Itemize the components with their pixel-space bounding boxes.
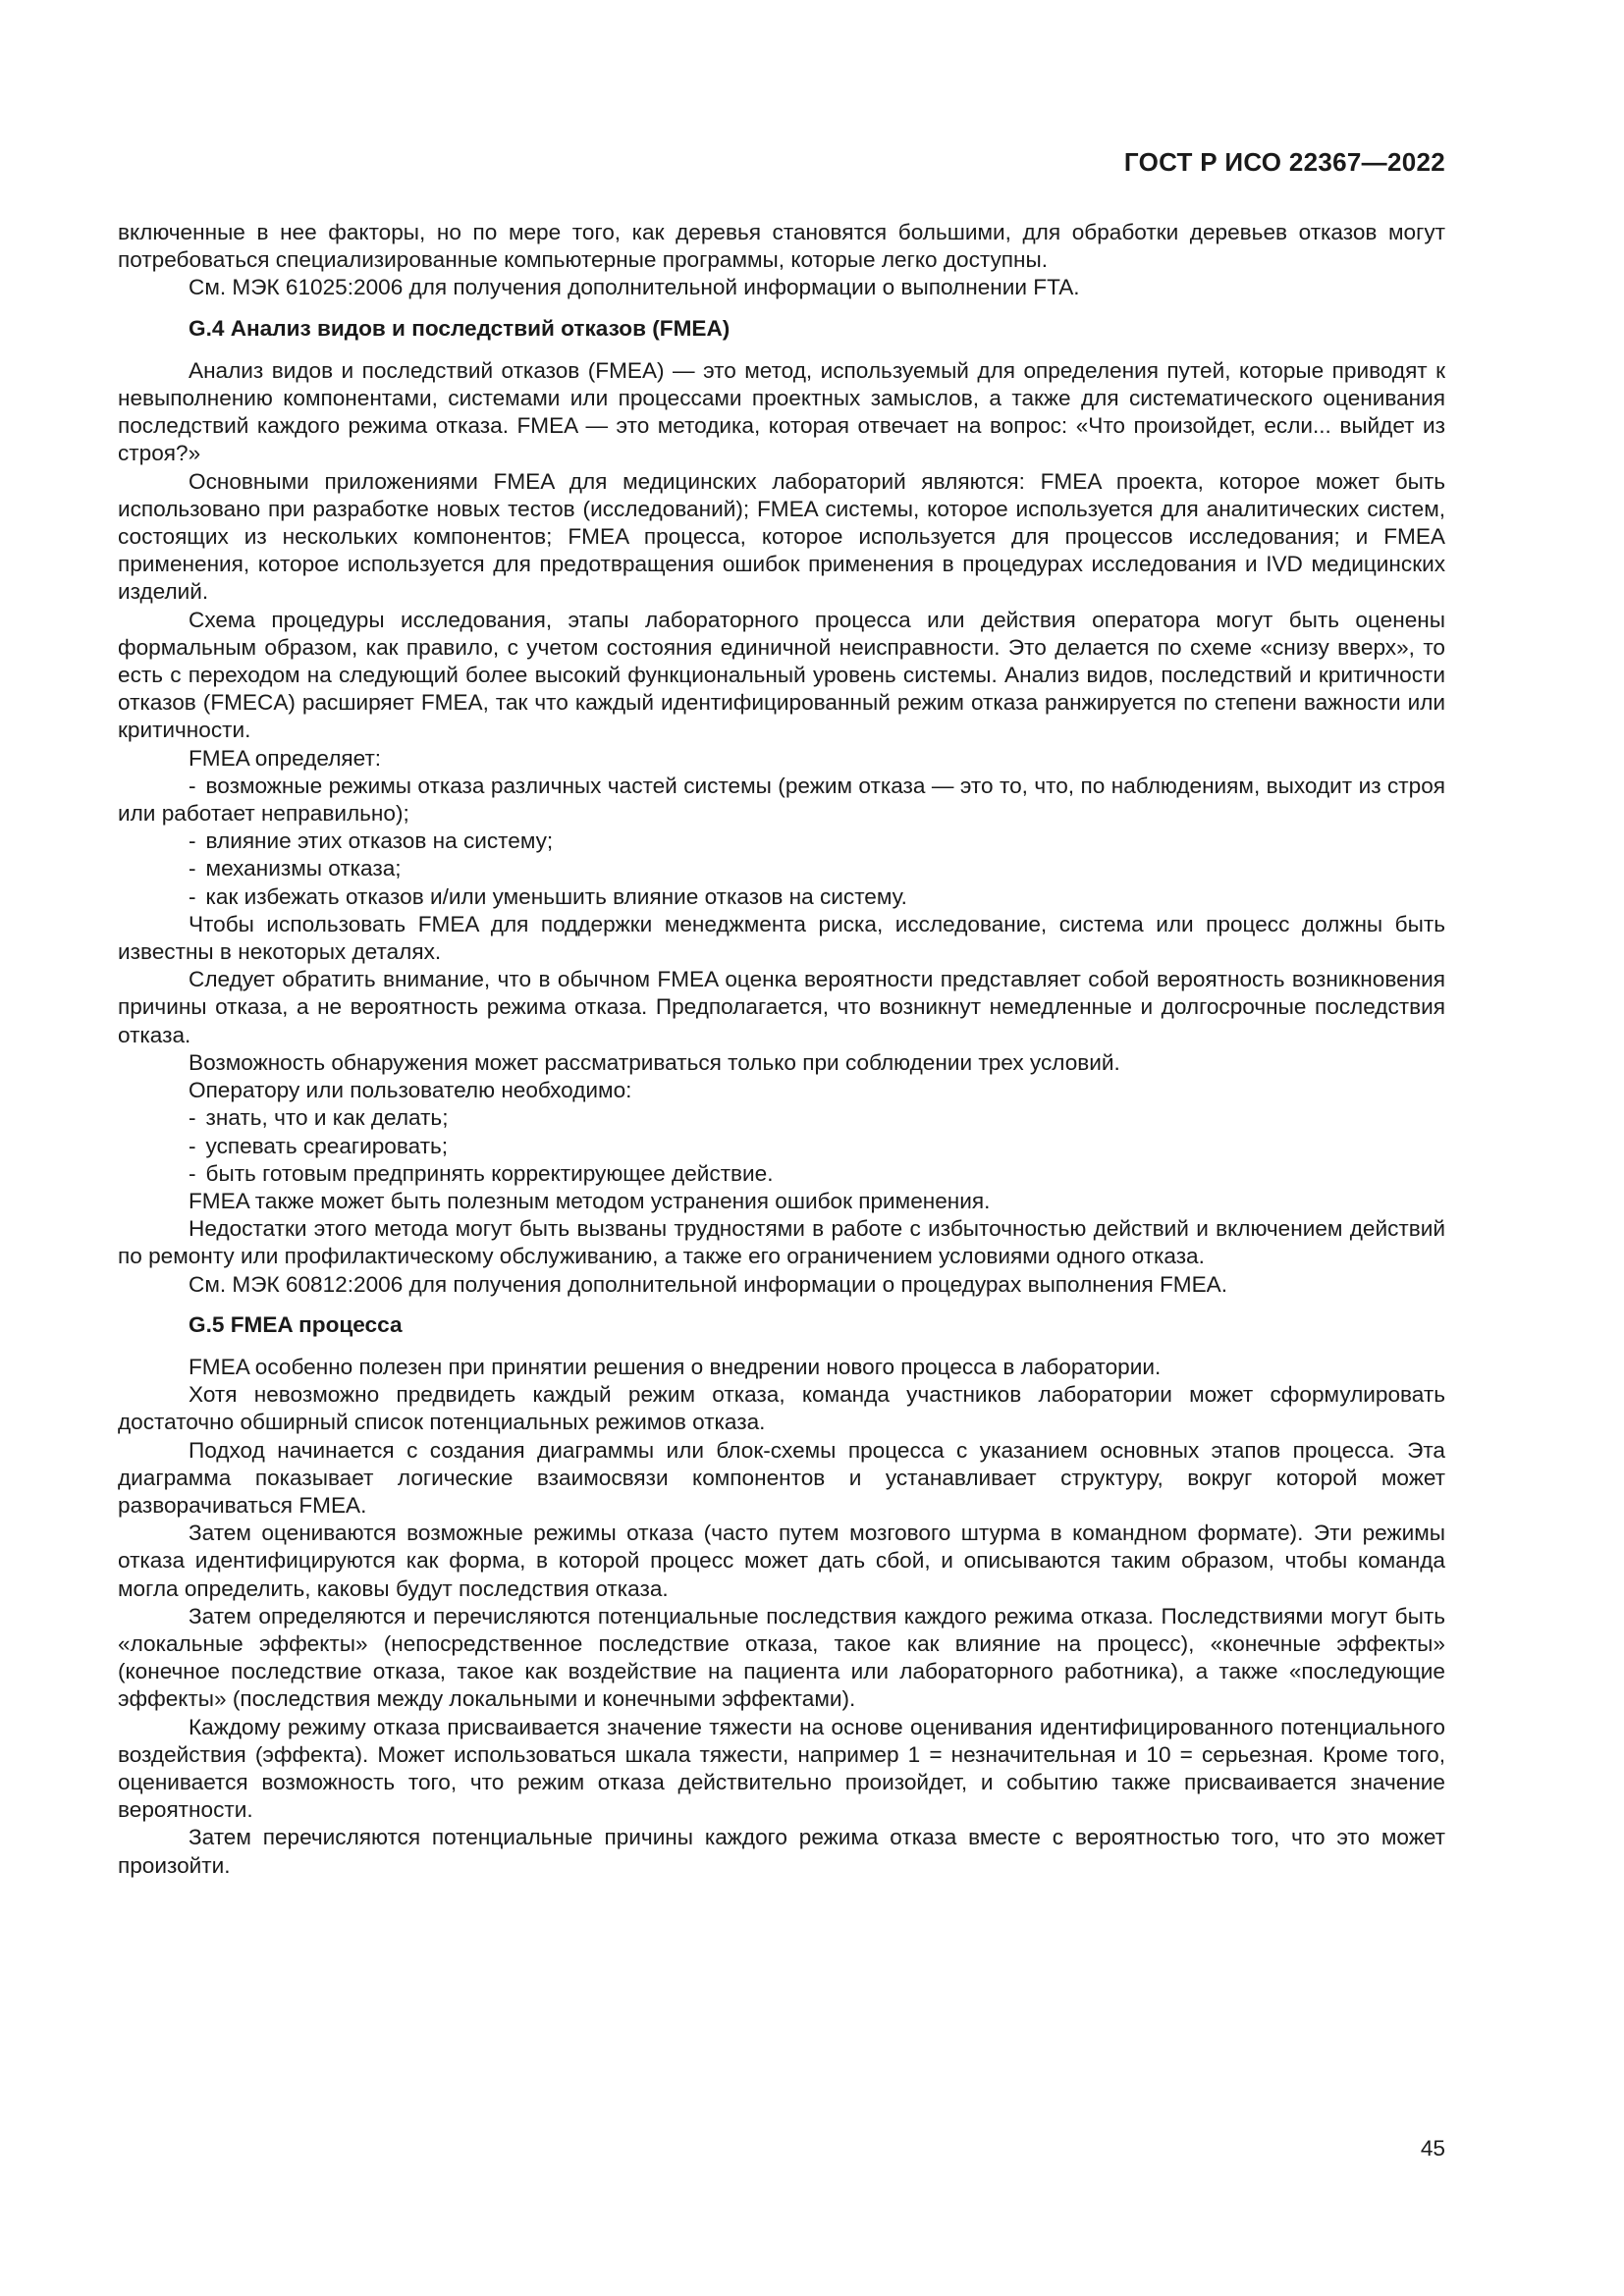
list-item: - как избежать отказов и/или уменьшить влияние отказов на систему. [189, 883, 907, 909]
list-item: - возможные режимы отказа различных частей системы (режим отказа — это то, что, по наблюдениям, выходит из строя или работает неправильно); [118, 773, 1445, 827]
document-page [118, 147, 1445, 1880]
page-content [118, 219, 1445, 1880]
list-item: - успевать среагировать; [189, 1133, 449, 1158]
paragraph: Недостатки этого метода могут быть вызваны трудностями в работе с избыточностью действий и включением действий по ремонту или профилактическому обслуживанию, а также его ограничением условиями одного отказа. [118, 1216, 1445, 1269]
paragraph: Хотя невозможно предвидеть каждый режим отказа, команда участников лаборатории может сформулировать достаточно обширный список потенциальных режимов отказа. [118, 1382, 1445, 1435]
list-item: - быть готовым предпринять корректирующее действие. [189, 1160, 774, 1186]
paragraph: включенные в нее факторы, но по мере того, как деревья становятся большими, для обработки деревьев отказов могут потребоваться специализированные компьютерные программы, которые легко доступны. [118, 220, 1445, 273]
paragraph: Затем перечисляются потенциальные причины каждого режима отказа вместе с вероятностью того, что это может произойти. [118, 1825, 1445, 1878]
section-heading-g5: G.5 FMEA процесса [189, 1311, 403, 1337]
paragraph: FMEA определяет: [189, 745, 382, 771]
paragraph: Возможность обнаружения может рассматриваться только при соблюдении трех условий. [189, 1049, 1120, 1075]
paragraph: Следует обратить внимание, что в обычном FMEA оценка вероятности представляет собой вероятность возникновения причины отказа, а не вероятность режима отказа. Предполагается, что возникнут немедленные и долгосрочные последствия отказа. [118, 967, 1445, 1047]
paragraph: См. МЭК 61025:2006 для получения дополнительной информации о выполнении FTA. [189, 275, 1080, 300]
paragraph: FMEA также может быть полезным методом устранения ошибок применения. [189, 1188, 991, 1213]
paragraph: Оператору или пользователю необходимо: [189, 1078, 632, 1103]
list-item: - знать, что и как делать; [189, 1105, 449, 1131]
paragraph: Каждому режиму отказа присваивается значение тяжести на основе оценивания идентифицированного потенциального воздействия (эффекта). Может использоваться шкала тяжести, например 1 = незначительная и 10 = серьезная. Кроме того, оценивается возможность того, что режим отказа действительно произойдет, и событию также присваивается значение вероятности. [118, 1714, 1445, 1823]
paragraph: Затем оцениваются возможные режимы отказа (часто путем мозгового штурма в командном формате). Эти режимы отказа идентифицируются как форма, в которой процесс может дать сбой, и описываются таким образом, чтобы команда могла определить, каковы будут последствия отказа. [118, 1521, 1445, 1601]
page-number: 45 [1420, 2136, 1445, 2161]
paragraph: Схема процедуры исследования, этапы лабораторного процесса или действия оператора могут быть оценены формальным образом, как правило, с учетом состояния единичной неисправности. Это делается по схеме «снизу вверх», то есть с переходом на следующий более высокий функциональный уровень системы. Анализ видов, последствий и критичности отказов (FMECA) расширяет FMEA, так что каждый идентифицированный режим отказа ранжируется по степени важности или критичности. [118, 607, 1445, 743]
paragraph: Затем определяются и перечисляются потенциальные последствия каждого режима отказа. Последствиями могут быть «локальные эффекты» (непосредственное последствие отказа, такое как влияние на процесс), «конечные эффекты» (конечное последствие отказа, такое как воздействие на пациента или лабораторного работника), а также «последующие эффекты» (последствия между локальными и конечными эффектами). [118, 1603, 1445, 1712]
paragraph: Чтобы использовать FMEA для поддержки менеджмента риска, исследование, система или процесс должны быть известны в некоторых деталях. [118, 911, 1445, 965]
list-item: - механизмы отказа; [189, 856, 402, 881]
standard-header: ГОСТ Р ИСО 22367—2022 [1123, 147, 1445, 177]
section-heading-g4: G.4 Анализ видов и последствий отказов (FMEA) [189, 315, 731, 341]
paragraph: См. МЭК 60812:2006 для получения дополнительной информации о процедурах выполнения FMEA. [189, 1271, 1227, 1297]
paragraph: Подход начинается с создания диаграммы или блок-схемы процесса с указанием основных этапов процесса. Эта диаграмма показывает логические взаимосвязи компонентов и устанавливает структуру, вокруг которой может разворачиваться FMEA. [118, 1437, 1445, 1518]
list-item: - влияние этих отказов на систему; [189, 828, 554, 854]
paragraph: Основными приложениями FMEA для медицинских лабораторий являются: FMEA проекта, которое может быть использовано при разработке новых тестов (исследований); FMEA системы, которое используется для аналитических систем, состоящих из нескольких компонентов; FMEA процесса, которое используется для процессов исследования; и FMEA применения, которое используется для предотвращения ошибок применения в процедурах исследования и IVD медицинских изделий. [118, 468, 1445, 605]
paragraph: FMEA особенно полезен при принятии решения о внедрении нового процесса в лаборатории. [189, 1354, 1162, 1379]
paragraph: Анализ видов и последствий отказов (FMEA) — это метод, используемый для определения путей, которые приводят к невыполнению компонентами, системами или процессами проектных замыслов, а также для систематического оценивания последствий каждого режима отказа. FMEA — это методика, которая отвечает на вопрос: «Что произойдет, если... выйдет из строя?» [118, 357, 1445, 466]
